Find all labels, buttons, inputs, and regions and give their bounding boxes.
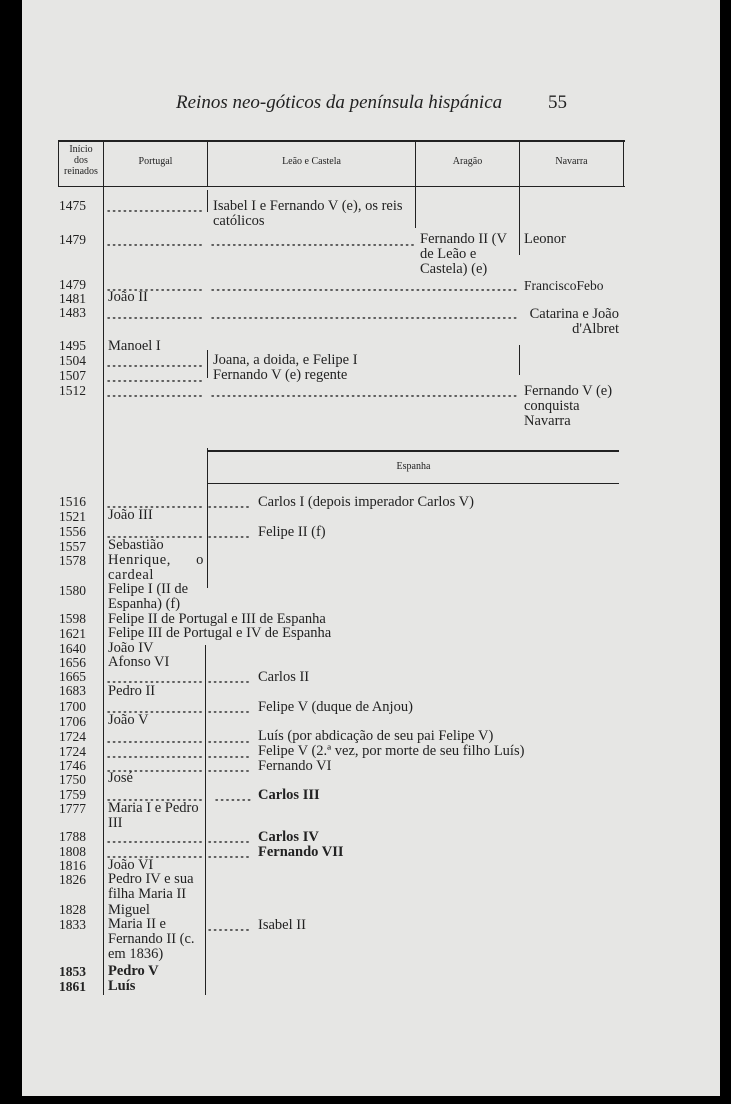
list-item: João VI <box>108 857 154 873</box>
col-header-start: Início dos reinados <box>64 144 98 177</box>
year: 1826 <box>59 872 86 887</box>
year: 1828 <box>59 902 86 917</box>
list-item: Felipe II de Portugal e III de Espanha <box>108 611 326 627</box>
list-item: Fernando V (e) conquista Navarra <box>524 383 613 429</box>
list-item: Felipe II (f) <box>258 524 326 540</box>
year: 1833 <box>59 917 86 932</box>
year: 1557 <box>59 539 86 554</box>
year: 1556 <box>59 524 86 539</box>
list-item: Carlos IV <box>258 829 319 845</box>
list-item: João V <box>108 712 149 728</box>
list-item: Luís <box>108 978 136 994</box>
year: 1598 <box>59 611 86 626</box>
list-item: Felipe V (duque de Anjou) <box>258 699 413 715</box>
list-item: Pedro IV e sua filha Maria II <box>108 871 194 902</box>
list-item: Henrique, o cardeal <box>108 552 204 583</box>
year: 1788 <box>59 829 86 844</box>
list-item: Carlos III <box>258 787 320 803</box>
year: 1578 <box>59 553 86 568</box>
list-item: Felipe I (II de Espanha) (f) <box>108 581 189 612</box>
year: 1621 <box>59 626 86 641</box>
year: 1706 <box>59 714 86 729</box>
list-item: Pedro II <box>108 683 156 699</box>
year: 1700 <box>59 699 86 714</box>
list-item: Felipe III de Portugal e IV de Espanha <box>108 625 332 641</box>
list-item: Leonor <box>524 231 566 247</box>
year: 1724 <box>59 729 86 744</box>
year: 1521 <box>59 509 86 524</box>
list-item: Felipe V (2.ª vez, por morte de seu filho Luís) <box>258 743 525 759</box>
year: 1816 <box>59 858 86 873</box>
list-item: Sebastião <box>108 537 164 553</box>
running-head-title: Reinos neo-góticos da península hispánica <box>176 92 503 113</box>
col-header-leao: Leão e Castela <box>282 156 341 167</box>
col-header-portugal: Portugal <box>138 156 173 167</box>
list-item: FranciscoFebo <box>524 278 604 293</box>
year: 1495 <box>59 338 86 353</box>
list-item: Fernando II (V de Leão e Castela) (e) <box>420 231 507 277</box>
col-header-aragao: Aragão <box>452 156 483 167</box>
list-item: Afonso VI <box>108 654 170 670</box>
col-header-espanha: Espanha <box>396 461 431 472</box>
list-item: Manoel I <box>108 338 161 354</box>
year: 1683 <box>59 683 86 698</box>
list-item: José <box>108 770 133 786</box>
year: 1640 <box>59 641 86 656</box>
list-item: João III <box>108 507 153 523</box>
list-item: Isabel I e Fernando V (e), os reis católicos <box>213 198 403 229</box>
year: 1479 <box>59 277 86 292</box>
year: 1479 <box>59 232 86 247</box>
year: 1746 <box>59 758 86 773</box>
year: 1516 <box>59 494 86 509</box>
year: 1777 <box>59 801 86 816</box>
page-number: 55 <box>548 92 567 113</box>
year: 1512 <box>59 383 86 398</box>
list-item: João II <box>108 289 148 305</box>
year: 1861 <box>59 979 86 994</box>
list-item: Isabel II <box>258 917 306 933</box>
year: 1656 <box>59 655 86 670</box>
list-item: João IV <box>108 640 154 656</box>
year: 1475 <box>59 198 86 213</box>
year: 1504 <box>59 353 86 368</box>
year: 1507 <box>59 368 86 383</box>
list-item: Fernando VII <box>258 844 344 860</box>
list-item: Carlos I (depois imperador Carlos V) <box>258 494 474 510</box>
year: 1808 <box>59 844 86 859</box>
list-item: Miguel <box>108 902 150 918</box>
year: 1759 <box>59 787 86 802</box>
list-item: Maria I e Pedro III <box>108 800 199 831</box>
year: 1483 <box>59 305 86 320</box>
year: 1665 <box>59 669 86 684</box>
list-item: Joana, a doida, e Felipe I <box>213 352 358 368</box>
list-item: Fernando V (e) regente <box>213 367 348 383</box>
list-item: Fernando VI <box>258 758 332 774</box>
list-item: Pedro V <box>108 963 159 979</box>
col-header-navarra: Navarra <box>555 156 588 167</box>
year: 1853 <box>59 964 86 979</box>
year: 1580 <box>59 583 86 598</box>
book-page <box>22 0 720 1096</box>
year: 1724 <box>59 744 86 759</box>
year: 1750 <box>59 772 86 787</box>
list-item: Maria II e Fernando II (c. em 1836) <box>108 916 195 962</box>
list-item: Carlos II <box>258 669 310 685</box>
list-item: Luís (por abdicação de seu pai Felipe V) <box>258 728 494 744</box>
year: 1481 <box>59 291 86 306</box>
list-item: Catarina e João d'Albret <box>529 306 619 337</box>
